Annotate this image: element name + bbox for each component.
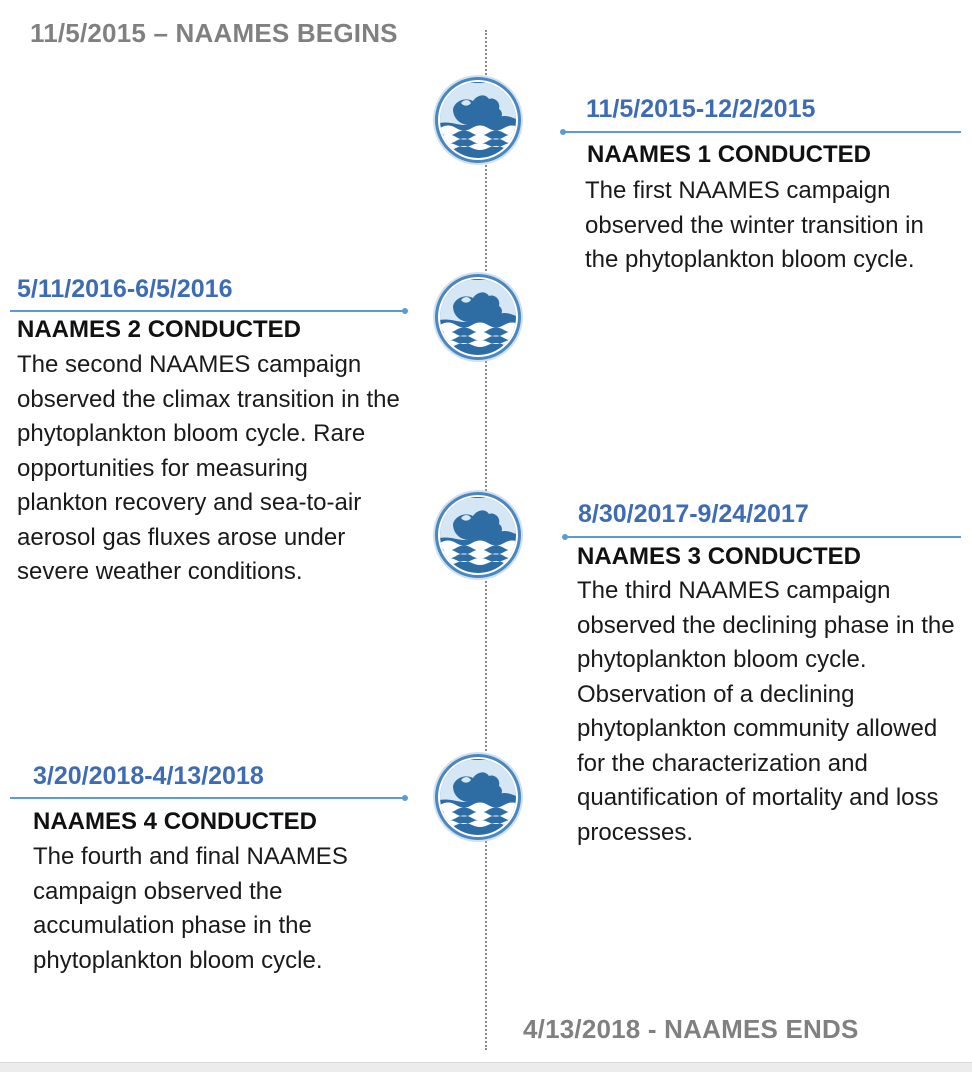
event-heading: NAAMES 2 CONDUCTED	[17, 316, 302, 343]
event-date: 3/20/2018-4/13/2018	[33, 762, 264, 790]
naames-logo-icon	[431, 270, 525, 364]
timeline-start-label: 11/5/2015 – NAAMES BEGINS	[30, 18, 398, 48]
event-heading: NAAMES 3 CONDUCTED	[577, 543, 862, 570]
timeline-end-label: 4/13/2018 - NAAMES ENDS	[523, 1014, 859, 1044]
event-description: The first NAAMES campaign observed the winter transition in the phytoplankton bloom cycle.	[585, 177, 924, 273]
event-description: The fourth and final NAAMES campaign observed the accumulation phase in the phytoplankton bloom cycle.	[33, 843, 348, 974]
event-date: 5/11/2016-6/5/2016	[17, 275, 233, 303]
naames-logo-icon	[431, 750, 525, 844]
event-description: The third NAAMES campaign observed the declining phase in the phytoplankton bloom cycle. Observation of a declining phytoplankton community allowed for the characterization and quantification of mortality and loss processes.	[577, 577, 955, 846]
event-connector	[563, 131, 961, 133]
naames-logo-icon	[431, 488, 525, 582]
event-heading: NAAMES 1 CONDUCTED	[587, 141, 872, 168]
event-connector	[565, 536, 961, 538]
event-connector	[10, 310, 405, 312]
event-connector	[10, 797, 405, 799]
event-date: 8/30/2017-9/24/2017	[578, 500, 809, 528]
event-description: The second NAAMES campaign observed the climax transition in the phytoplankton bloom cycle. Rare opportunities for measuring plankton recovery and sea-to-air aerosol gas fluxes arose under severe weather conditions.	[17, 351, 400, 585]
naames-logo-icon	[431, 73, 525, 167]
event-heading: NAAMES 4 CONDUCTED	[33, 808, 318, 835]
event-date: 11/5/2015-12/2/2015	[586, 95, 816, 123]
